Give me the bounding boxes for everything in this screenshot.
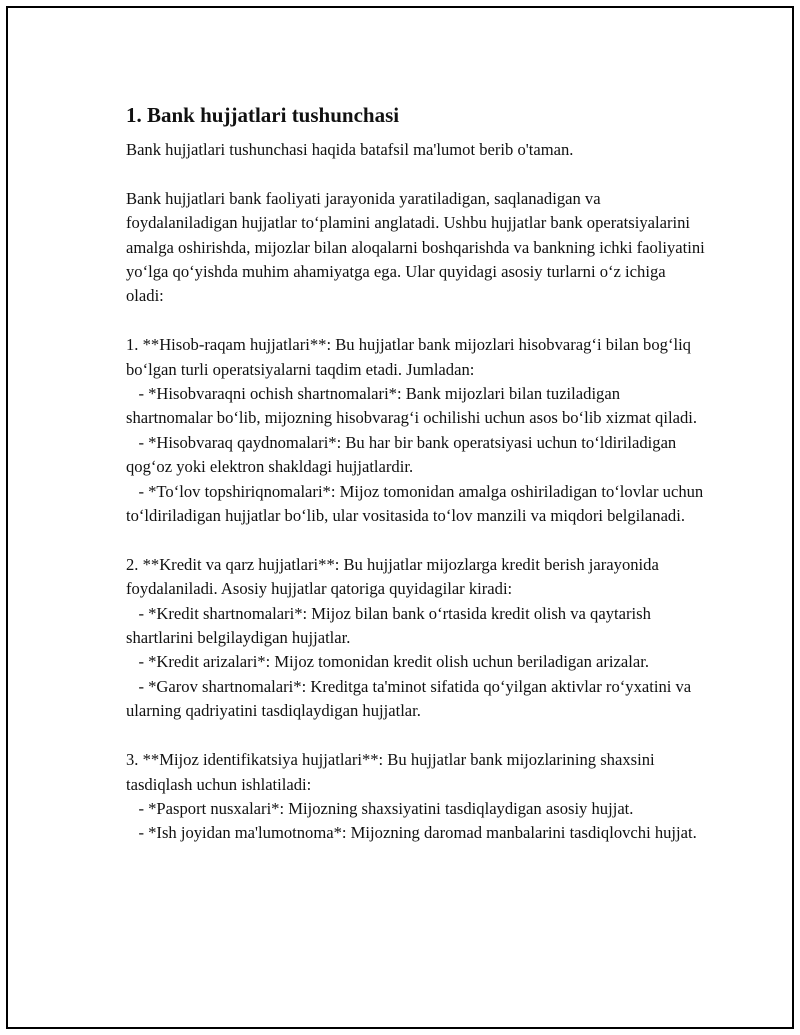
list-item: - *Kredit shartnomalari*: Mijoz bilan bank o‘rtasida kredit olish va qaytarish shartlarini belgilaydigan hujjatlar. (126, 603, 656, 648)
paragraph-gap (126, 724, 706, 748)
page-frame (6, 6, 794, 1029)
intro-paragraph: Bank hujjatlari tushunchasi haqida batafsil ma'lumot berib o'taman. (126, 140, 574, 159)
overview-paragraph: Bank hujjatlari bank faoliyati jarayonida yaratiladigan, saqlanadigan va foydalaniladigan hujjatlar to‘plamini anglatadi. Ushbu hujjatlar bank operatsiyalarini amalga oshirishda, mijozlar bilan aloqalarni boshqarishda va bankning ichki faoliyatini yo‘lga qo‘yishda muhim ahamiyatga ega. Ular quyidagi asosiy turlarni o‘z ichiga oladi: (126, 188, 709, 306)
list-item: - *Hisobvaraq qaydnomalari*: Bu har bir bank operatsiyasi uchun to‘ldiriladigan qog‘oz yoki elektron shakldagi hujjatlardir. (126, 432, 681, 477)
section-1 (126, 333, 706, 528)
list-item: - *Kredit arizalari*: Mijoz tomonidan kredit olish uchun beriladigan arizalar. (126, 652, 650, 672)
list-item: - *Garov shartnomalari*: Kreditga ta'minot sifatida qo‘yilgan aktivlar ro‘yxatini va ularning qadriyatini tasdiqlaydigan hujjatlar. (126, 676, 696, 721)
list-item: - *Ish joyidan ma'lumotnoma*: Mijozning daromad manbalarini tasdiqlovchi hujjat. (126, 823, 697, 843)
list-item: - *To‘lov topshiriqnomalari*: Mijoz tomonidan amalga oshiriladigan to‘lovlar uchun to‘ldiriladigan hujjatlar bo‘lib, ular vositasida to‘lov manzili va miqdori belgilanadi. (126, 481, 708, 526)
section-heading: 2. **Kredit va qarz hujjatlari**: Bu hujjatlar mijozlarga kredit berish jarayonida foydalaniladi. Asosiy hujjatlar qatoriga quyidagilar kiradi: (126, 554, 663, 599)
list-item: - *Pasport nusxalari*: Mijozning shaxsiyatini tasdiqlaydigan asosiy hujjat. (126, 798, 634, 818)
section-2 (126, 553, 706, 724)
list-item: - *Hisobvaraqni ochish shartnomalari*: Bank mijozlari bilan tuziladigan shartnomalar bo‘lib, mijozning hisobvarag‘i ochilishi uchun asos bo‘lib xizmat qiladi. (126, 384, 697, 428)
section-heading: 3. **Mijoz identifikatsiya hujjatlari**: Bu hujjatlar bank mijozlarining shaxsini tasdiqlash uchun ishlatiladi: (126, 750, 659, 794)
paragraph-gap (126, 309, 706, 333)
document-body (126, 102, 709, 846)
document-title: 1. Bank hujjatlari tushunchasi (126, 103, 400, 127)
section-heading: 1. **Hisob-raqam hujjatlari**: Bu hujjatlar bank mijozlari hisobvarag‘i bilan bog‘liq bo‘lgan turli operatsiyalarni taqdim etadi. Jumladan: (126, 335, 696, 379)
paragraph-gap (126, 528, 706, 552)
paragraph-gap (126, 162, 706, 186)
section-3 (126, 748, 706, 846)
